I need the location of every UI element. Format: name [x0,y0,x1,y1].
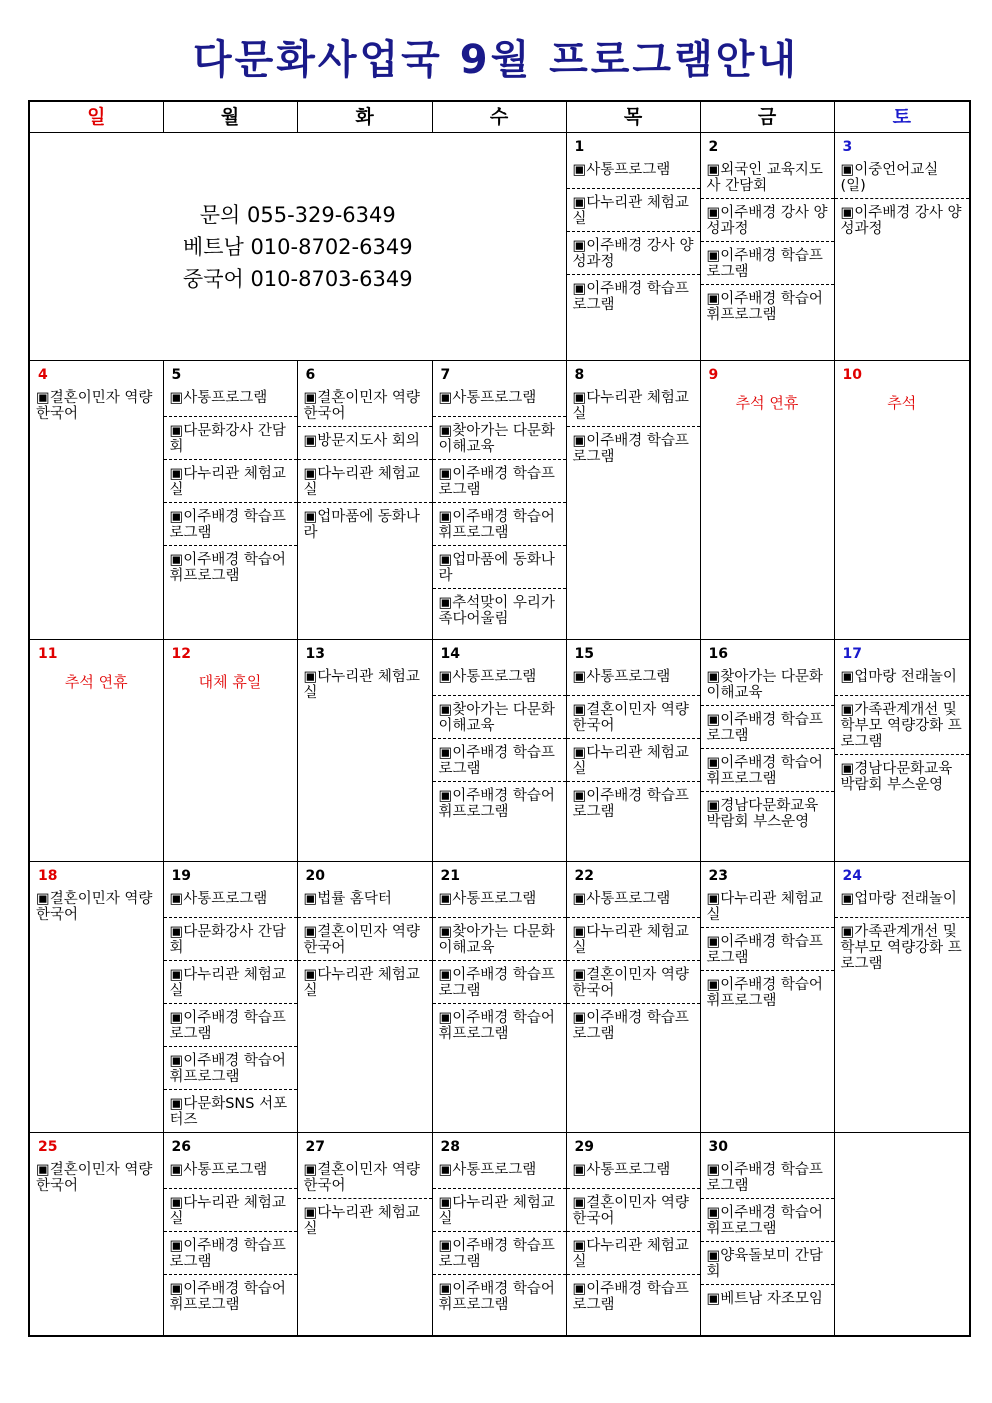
day-cell [566,361,700,640]
weekday-header-row [29,101,970,133]
event-item: ▣이주배경 학습프로그램 [572,1010,689,1042]
weekday-sun: 일 [29,101,163,133]
event-item: ▣결혼이민자 역량한국어 [567,696,700,739]
week-row-4 [29,862,970,1133]
event-item: ▣다누리관 체험교실 [303,669,420,701]
event-item: ▣이주배경 학습어휘프로그램 [706,977,823,1009]
day-number: 4 [38,367,48,383]
event-item: ▣가족관계개선 및 학부모 역량강화 프로그램 [835,696,970,755]
day-cell [700,361,834,640]
day-cell [834,361,970,640]
event-item: ▣다문화SNS 서포터즈 [169,1096,288,1128]
event-item: ▣추석맞이 우리가족다어울림 [438,595,555,627]
event-item: ▣이주배경 학습프로그램 [572,433,689,465]
day-number: 30 [708,1139,728,1155]
event-item: ▣이주배경 학습프로그램 [164,1004,297,1047]
event-item: ▣이주배경 학습프로그램 [433,739,566,782]
day-cell [834,133,970,361]
day-number: 8 [574,367,585,383]
event-item: ▣경남다문화교육박람회 부스운영 [840,761,953,793]
day-cell [297,361,432,640]
day-cell [163,862,297,1133]
event-item: ▣다누리관 체험교실 [164,460,297,503]
holiday-label: 추석 연휴 [735,394,799,412]
event-item: ▣찾아가는 다문화 이해교육 [433,696,566,739]
holiday-label: 추석 [887,394,917,412]
event-item: ▣사통프로그램 [433,663,566,696]
day-number: 15 [574,646,594,662]
event-item: ▣이주배경 학습프로그램 [433,1232,566,1275]
day-number: 10 [842,367,862,383]
event-item: ▣베트남 자조모임 [706,1291,823,1307]
event-item: ▣다누리관 체험교실 [567,1232,700,1275]
event-item: ▣찾아가는 다문화 이해교육 [433,918,566,961]
event-item: ▣이주배경 학습어휘프로그램 [169,552,286,584]
event-item: ▣이주배경 학습어휘프로그램 [438,788,555,820]
day-number: 25 [38,1139,58,1155]
event-item: ▣결혼이민자 역량한국어 [298,918,432,961]
event-item: ▣다누리관 체험교실 [298,460,432,503]
event-item: ▣결혼이민자 역량한국어 [298,384,432,427]
day-cell [29,1133,163,1336]
week-row-1 [29,133,970,361]
event-item: ▣다누리관 체험교실 [567,918,700,961]
day-cell-empty [834,1133,970,1336]
day-cell [700,1133,834,1336]
day-cell [297,862,432,1133]
contact-general: 문의 055-329-6349 [199,202,396,227]
event-item: ▣업마랑 전래놀이 [835,885,970,918]
day-number: 16 [708,646,728,662]
day-number: 18 [38,868,58,884]
weekday-thu: 목 [566,101,700,133]
event-item: ▣다누리관 체험교실 [433,1189,566,1232]
event-item: ▣이주배경 학습프로그램 [433,460,566,503]
calendar-table [28,100,971,1337]
day-number: 7 [440,367,451,383]
event-item: ▣이주배경 강사 양성과정 [567,232,700,275]
day-cell [432,862,566,1133]
event-item: ▣이주배경 학습프로그램 [701,928,834,971]
weekday-wed: 수 [432,101,566,133]
event-item: ▣이주배경 학습어휘프로그램 [701,1199,834,1242]
weekday-fri: 금 [700,101,834,133]
event-item: ▣사통프로그램 [567,885,700,918]
weekday-mon: 월 [163,101,297,133]
event-item: ▣결혼이민자 역량한국어 [567,1189,700,1232]
day-number: 2 [708,139,719,155]
day-cell [700,640,834,862]
day-cell [432,1133,566,1336]
day-number: 9 [708,367,719,383]
day-number: 13 [305,646,325,662]
day-number: 19 [171,868,191,884]
event-item: ▣이주배경 학습어휘프로그램 [433,503,566,546]
event-item: ▣이주배경 강사 양성과정 [701,199,834,242]
event-item: ▣이주배경 학습어휘프로그램 [438,1010,555,1042]
day-cell [163,1133,297,1336]
event-item: ▣가족관계개선 및 학부모 역량강화 프로그램 [840,924,962,972]
event-item: ▣이주배경 학습어휘프로그램 [701,749,834,792]
event-item: ▣법률 홈닥터 [298,885,432,918]
event-item: ▣방문지도사 회의 [298,427,432,460]
event-item: ▣경남다문화교육박람회 부스운영 [706,798,819,830]
day-number: 27 [305,1139,325,1155]
event-item: ▣결혼이민자 역량한국어 [36,390,153,422]
event-item: ▣이주배경 학습어휘프로그램 [169,1281,286,1313]
day-number: 12 [171,646,191,662]
event-item: ▣다누리관 체험교실 [164,1189,297,1232]
event-item: ▣이주배경 강사 양성과정 [840,205,962,237]
day-cell [566,640,700,862]
event-item: ▣사통프로그램 [433,885,566,918]
event-item: ▣이주배경 학습어휘프로그램 [164,1047,297,1090]
day-cell [163,640,297,862]
contact-info [29,133,566,361]
day-number: 17 [842,646,862,662]
day-cell [432,640,566,862]
day-cell [700,133,834,361]
event-item: ▣사통프로그램 [567,663,700,696]
day-number: 21 [440,868,460,884]
event-item: ▣사통프로그램 [164,384,297,417]
day-cell [566,862,700,1133]
week-row-2 [29,361,970,640]
event-item: ▣양육돌보미 간담회 [701,1242,834,1285]
page-title: 다문화사업국 9월 프로그램안내 [192,37,799,83]
day-cell [834,862,970,1133]
event-item: ▣다누리관 체험교실 [567,384,700,427]
event-item: ▣업마품에 동화나라 [433,546,566,589]
event-item: ▣다누리관 체험교실 [567,189,700,232]
event-item: ▣사통프로그램 [433,1156,566,1189]
day-number: 23 [708,868,728,884]
event-item: ▣결혼이민자 역량한국어 [36,891,153,923]
day-number: 11 [38,646,58,662]
event-item: ▣이주배경 학습프로그램 [701,1156,834,1199]
week-row-3 [29,640,970,862]
event-item: ▣다누리관 체험교실 [164,961,297,1004]
week-row-5 [29,1133,970,1336]
day-number: 26 [171,1139,191,1155]
event-item: ▣다누리관 체험교실 [701,885,834,928]
event-item: ▣결혼이민자 역량한국어 [36,1162,153,1194]
event-item: ▣이주배경 학습어휘프로그램 [706,291,823,323]
event-item: ▣이주배경 학습어휘프로그램 [438,1281,555,1313]
day-cell [834,640,970,862]
event-item: ▣다문화강사 간담회 [164,918,297,961]
event-item: ▣이주배경 학습프로그램 [701,706,834,749]
day-number: 20 [305,868,325,884]
day-cell [29,862,163,1133]
event-item: ▣결혼이민자 역량한국어 [298,1156,432,1199]
holiday-label: 대체 휴일 [198,673,262,691]
event-item: ▣다누리관 체험교실 [567,739,700,782]
event-item: ▣사통프로그램 [567,1156,700,1189]
contact-vietnamese: 베트남 010-8702-6349 [182,234,413,259]
event-item: ▣사통프로그램 [164,885,297,918]
weekday-tue: 화 [297,101,432,133]
event-item: ▣찾아가는 다문화 이해교육 [433,417,566,460]
holiday-label: 추석 연휴 [64,673,128,691]
event-item: ▣결혼이민자 역량한국어 [567,961,700,1004]
event-item: ▣외국인 교육지도사 간담회 [701,156,834,199]
event-item: ▣업마랑 전래놀이 [835,663,970,696]
day-cell [566,133,700,361]
event-item: ▣이주배경 학습프로그램 [164,1232,297,1275]
day-number: 28 [440,1139,460,1155]
day-number: 22 [574,868,594,884]
event-item: ▣이주배경 학습프로그램 [433,961,566,1004]
event-item: ▣다누리관 체험교실 [303,967,420,999]
event-item: ▣이중언어교실(일) [835,156,970,199]
contact-chinese: 중국어 010-8703-6349 [182,266,413,291]
day-cell [700,862,834,1133]
day-cell [566,1133,700,1336]
weekday-sat: 토 [834,101,970,133]
day-number: 14 [440,646,460,662]
day-number: 6 [305,367,316,383]
day-cell [297,640,432,862]
day-number: 3 [842,139,853,155]
day-number: 5 [171,367,182,383]
event-item: ▣이주배경 학습프로그램 [572,1281,689,1313]
event-item: ▣찾아가는 다문화 이해교육 [701,663,834,706]
event-item: ▣사통프로그램 [567,156,700,189]
event-item: ▣이주배경 학습프로그램 [572,788,689,820]
day-cell [297,1133,432,1336]
day-cell [29,361,163,640]
event-item: ▣이주배경 학습프로그램 [572,281,689,313]
day-number: 24 [842,868,862,884]
day-cell [432,361,566,640]
day-number: 29 [574,1139,594,1155]
day-cell [163,361,297,640]
day-number: 1 [574,139,585,155]
event-item: ▣이주배경 학습프로그램 [701,242,834,285]
event-item: ▣사통프로그램 [164,1156,297,1189]
event-item: ▣이주배경 학습프로그램 [164,503,297,546]
event-item: ▣업마품에 동화나라 [303,509,420,541]
event-item: ▣다누리관 체험교실 [303,1205,420,1237]
day-cell [29,640,163,862]
event-item: ▣사통프로그램 [433,384,566,417]
event-item: ▣다문화강사 간담회 [164,417,297,460]
